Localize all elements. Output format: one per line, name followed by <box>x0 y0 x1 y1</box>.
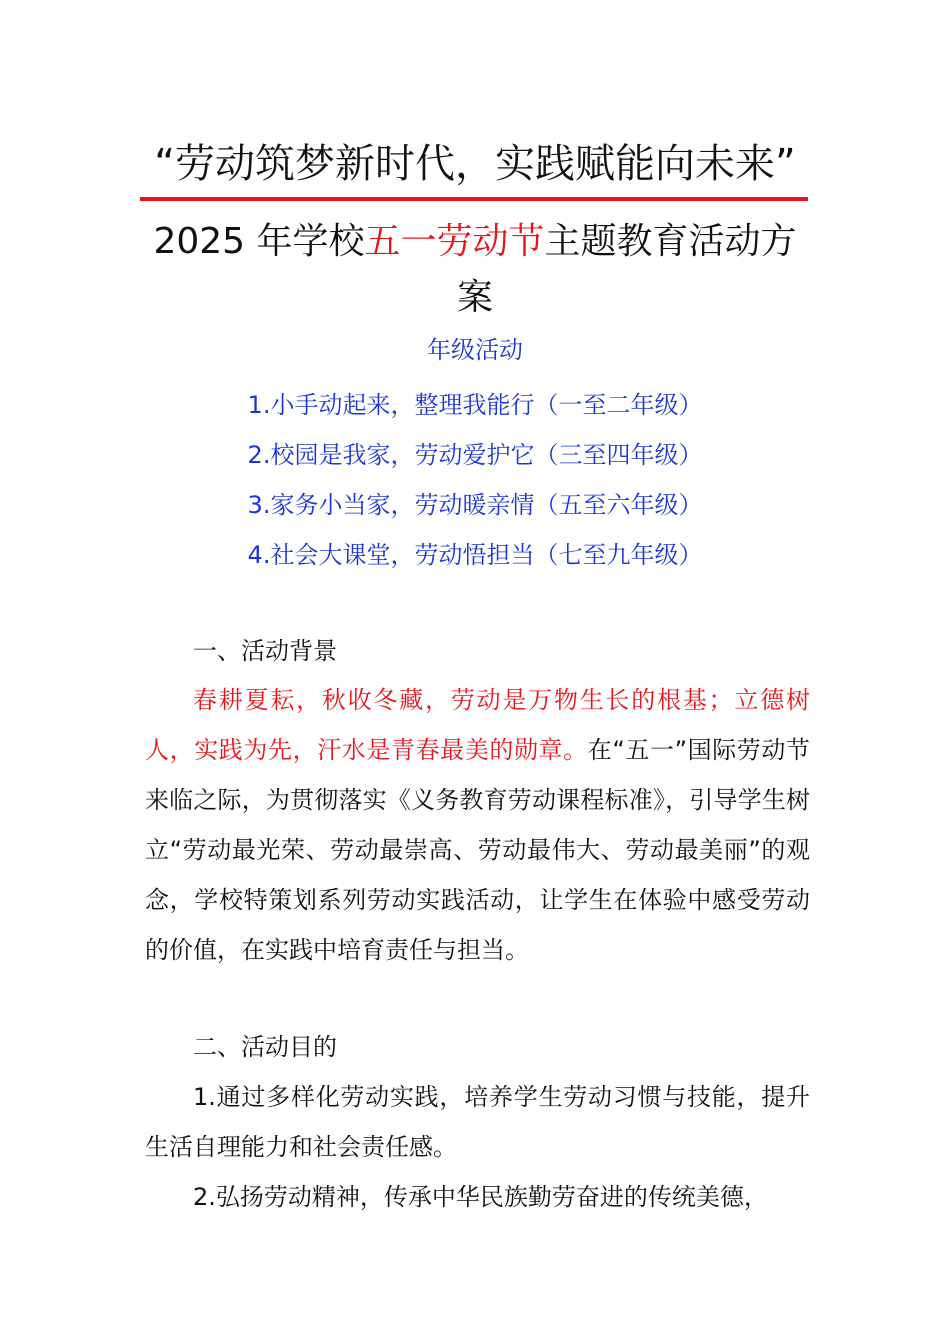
purpose-item: 1.通过多样化劳动实践，培养学生劳动习惯与技能，提升生活自理能力和社会责任感。 <box>145 1083 810 1161</box>
section-heading-purpose: 二、活动目的 <box>193 1033 337 1061</box>
grade-activity-item: 2.校园是我家，劳动爱护它（三至四年级） <box>247 441 703 469</box>
section-heading-background: 一、活动背景 <box>193 637 337 665</box>
grade-activities-heading: 年级活动 <box>427 336 523 364</box>
title-line2: 案 <box>456 277 493 318</box>
grade-activity-item: 4.社会大课堂，劳动悟担当（七至九年级） <box>247 541 703 569</box>
red-divider <box>140 197 808 201</box>
background-paragraph <box>145 675 810 975</box>
title-prefix: 2025 年学校 <box>153 221 365 262</box>
purpose-item: 2.弘扬劳动精神，传承中华民族勤劳奋进的传统美德， <box>193 1183 768 1211</box>
grade-activity-list <box>0 380 950 580</box>
background-body: 在“五一”国际劳动节来临之际，为贯彻落实《义务教育劳动课程标准》，引导学生树立“劳动最光荣、劳动最崇高、劳动最伟大、劳动最美丽”的观念，学校特策划系列劳动实践活动，让学生在体验中感受劳动的价值，在实践中培育责任与担当。 <box>145 736 810 964</box>
slogan: “劳动筑梦新时代，实践赋能向未来” <box>154 141 796 187</box>
title-highlight: 五一劳动节 <box>364 221 545 262</box>
document-title <box>150 214 800 326</box>
grade-activity-item: 1.小手动起来，整理我能行（一至二年级） <box>247 391 703 419</box>
grade-activity-item: 3.家务小当家，劳动暖亲情（五至六年级） <box>247 491 703 519</box>
background-highlight: 春耕夏耘，秋收冬藏，劳动是万物生长的根基；立德树人，实践为先，汗水是青春最美的勋章。 <box>145 686 810 764</box>
title-suffix: 主题教育活动方 <box>544 221 797 262</box>
